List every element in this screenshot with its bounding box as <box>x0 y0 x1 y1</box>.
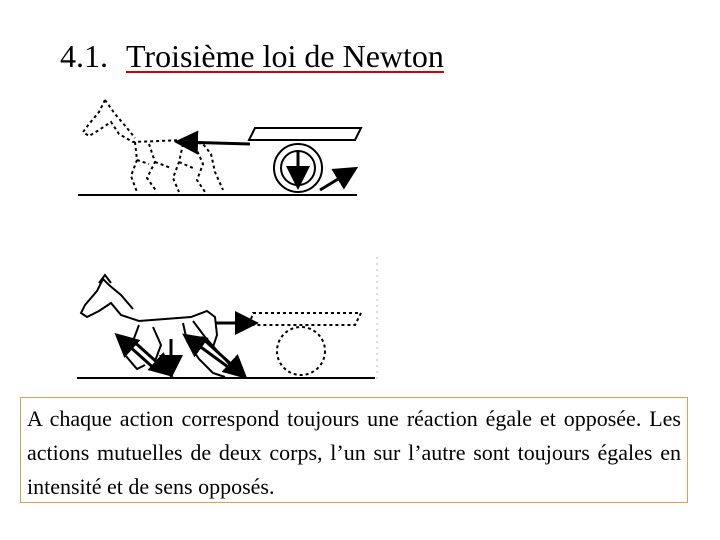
horse-outline-dashed <box>83 100 223 192</box>
force-arrow-rear-push <box>187 337 239 375</box>
horse-forces-diagram <box>75 255 385 385</box>
title-text: Troisième loi de Newton <box>126 38 444 74</box>
title-number: 4.1. <box>60 38 108 74</box>
newton-third-law-statement: A chaque action correspond toujours une réaction égale et opposée. Les actions mutuelles de deux corps, l’un sur l’autre sont toujours égales en intensité et de sens opposés. <box>20 397 688 503</box>
force-arrow-reaction <box>320 170 353 190</box>
force-arrow-rear-reaction <box>201 337 243 375</box>
cart-dashed <box>249 313 361 375</box>
cart <box>249 128 361 192</box>
horse-cart-forces-diagram <box>75 88 375 208</box>
force-arrow-pull <box>180 142 250 144</box>
horse-outline-solid <box>81 275 237 377</box>
slide-title <box>60 38 444 75</box>
